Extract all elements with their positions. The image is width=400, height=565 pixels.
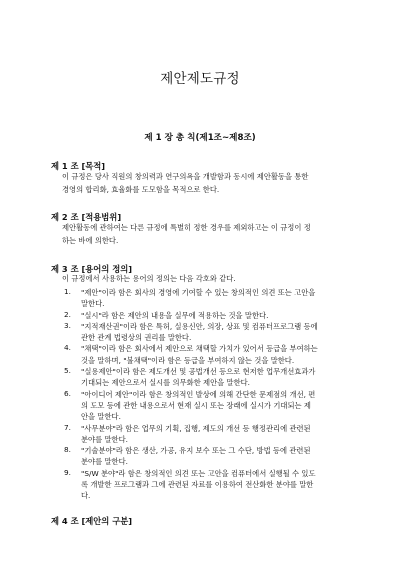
item-number: 3.	[64, 320, 71, 330]
item-line: "기술분야"라 함은 생산, 가공, 유지 보수 또는 그 수단, 방법 등에 관련된	[81, 446, 311, 456]
item-line: "실시"라 함은 제안의 내용을 실무에 적용하는 것을 말한다.	[81, 310, 269, 320]
item-line: 다.	[81, 491, 91, 501]
article-2-line: 하는 바에 의한다.	[62, 235, 119, 245]
article-2-heading: 제 2 조 [적용범위]	[51, 212, 122, 222]
item-line: 것을 말하며, "불채택"이라 함은 등급을 부여하지 않는 것을 말한다.	[81, 355, 295, 365]
list-item	[64, 423, 354, 446]
list-item	[64, 343, 354, 366]
list-item	[64, 468, 354, 502]
chapter-heading: 제 1 장 총 칙(제1조~제8조)	[144, 133, 256, 143]
article-3-heading: 제 3 조 [용어의 정의]	[51, 264, 133, 274]
item-line: "지적재산권"이라 함은 특허, 실용신안, 의장, 상표 및 컴퓨터프로그램 등에	[81, 321, 318, 331]
definition-list	[64, 287, 354, 502]
item-line: 관한 관계 법령상의 권리를 말한다.	[81, 333, 192, 343]
document-title: 제안제도규정	[160, 71, 240, 87]
item-number: 4.	[64, 343, 71, 353]
list-item	[64, 321, 354, 344]
item-line: "채택"이라 함은 회사에서 제안으로 채택할 가치가 있어서 등급을 부여하는	[81, 344, 318, 354]
item-number: 8.	[64, 445, 71, 455]
list-item	[64, 445, 354, 468]
item-number: 6.	[64, 388, 71, 398]
item-number: 9.	[64, 467, 71, 477]
item-number: 7.	[64, 422, 71, 432]
item-line: 의 도모 등에 관한 내용으로서 현재 실시 또는 장래에 실시가 기대되는 제	[81, 400, 311, 410]
item-number: 1.	[64, 287, 71, 296]
article-1-heading: 제 1 조 [목적]	[51, 161, 106, 171]
article-2-line: 제안활동에 관하여는 다른 규정에 특별히 정한 경우를 제외하고는 이 규정이 정	[62, 223, 311, 232]
item-line: 안을 말한다.	[81, 412, 121, 422]
article-2-body	[62, 222, 352, 247]
list-item	[64, 366, 354, 389]
item-line: 록 개발한 프로그램과 그에 관련된 자료를 이용하여 전산화한 분야를 말한	[81, 480, 314, 490]
item-line: "S/W 분야"라 함은 창의적인 의견 또는 고안을 컴퓨터에서 실행될 수 있도	[81, 468, 316, 478]
item-line: 분야를 말한다.	[81, 434, 128, 444]
item-line: 기대되는 제안으로서 실시를 의무화한 제안을 말한다.	[81, 378, 250, 388]
list-item	[64, 287, 354, 310]
list-item	[64, 310, 354, 321]
item-line: "실용제안"이라 함은 제도개선 및 공법개선 등으로 현저한 업무개선효과가	[81, 367, 316, 377]
item-line: 분야를 말한다.	[81, 457, 128, 467]
list-item	[64, 389, 354, 423]
article-3-line: 이 규정에서 사용하는 용어의 정의는 다음 각호와 같다.	[62, 274, 236, 283]
item-number: 2.	[64, 309, 71, 319]
item-line: "아이디어 제안"이라 함은 창의적인 발상에 의해 간단한 문제점의 개선, 편	[81, 389, 316, 399]
article-1-line: 이 규정은 당사 직원의 창의력과 연구의욕을 개발함과 동시에 제안활동을 통한	[62, 172, 309, 181]
item-line: "제안"이라 함은 회사의 경영에 기여할 수 있는 창의적인 의견 또는 고안을	[81, 288, 316, 297]
item-line: 말한다.	[81, 299, 105, 309]
article-1-body	[62, 171, 352, 196]
item-line: "사무분야"라 함은 업무의 기획, 집행, 제도의 개선 등 행정관리에 관련된	[81, 423, 311, 433]
article-1-line: 경영의 합리화, 효율화를 도모함을 목적으로 한다.	[62, 184, 220, 194]
article-3-intro	[62, 273, 352, 286]
item-number: 5.	[64, 366, 71, 376]
article-4-heading: 제 4 조 [제안의 구분]	[51, 516, 133, 526]
